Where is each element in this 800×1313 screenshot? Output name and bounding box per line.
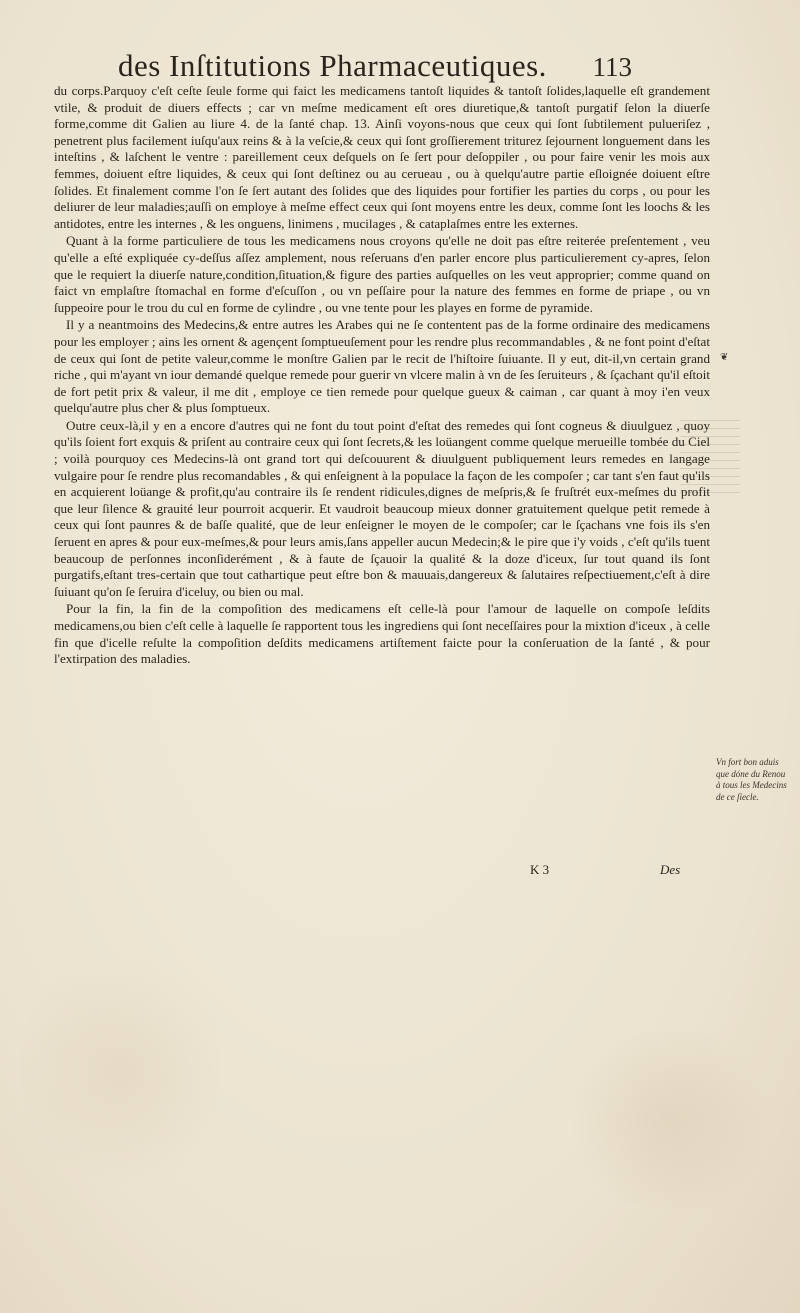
paragraph: du corps.Parquoy c'eſt ceſte ſeule forme qui faict les medicamens tantoſt liquides & tantoſt ſolides,laquelle eſt grandement vtile, & produit de diuers effects ; car vn meſme medicament eſt ores diuretique,& tantoſt purgatif ſelon la diuerſe forme,comme dit Galien au liure 4. de la ſanté chap. 13. Ainſi voyons-nous que ceux qui ſont ſubtilement pulueriſez , penetrent plus facilement iuſqu'aux reins & à la veſcie,& ceux qui ſont groſſierement triturez ſejournent longuement dans les inteſtins , & laſchent le ventre : pareillement ceux deſquels on ſe ſert pour deſoppiler , ou pour faire venir les mois aux femmes, doiuent eſtre liquides, & ceux qui ſont deſtinez ou au cerueau , ou à quelqu'autre partie eſloignée doiuent eſtre ſolides. Et finalement comme l'on ſe ſert autant des ſolides que des liquides pour fortifier les parties du corps , ou pour les deliurer de leur maladies;auſſi on employe à meſme effect ceux qui ſont moyens entre les deux, comme ſont les loochs & les antidotes, entre les internes , & les onguens, linimens , mucilages , & cataplaſmes entre les externes.	[54, 83, 710, 231]
margin-mark-icon: ❦	[720, 352, 729, 363]
paper-stain	[20, 940, 220, 1200]
paragraph: Pour la fin, la fin de la compoſition des medicamens eſt celle-là pour l'amour de laquelle on compoſe leſdits medicamens,ou bien c'eſt celle à laquelle ſe rapportent tous les ingrediens qui ſont neceſſaires pour la mixtion d'iceux , à celle fin que d'icelle reſulte la compoſition deſdits medicamens artiſtement faicte pour la conſeruation de la ſanté , & pour l'extirpation des maladies.	[54, 601, 710, 667]
paragraph: Il y a neantmoins des Medecins,& entre autres les Arabes qui ne ſe contentent pas de la forme ordinaire des medicamens pour les employer ; ains les ornent & agençent ſomptueuſement pour les rendre plus recommandables , & ne font point d'eſtat de ceux qui ſont de petite valeur,comme le monſtre Galien par le recit de l'hiſtoire ſuiuante. Il y eut, dit-il,vn certain grand riche , qui m'ayant vn iour demandé quelque remede pour guerir vn vlcere malin à vn de ſes ſeruiteurs , & ſçachant qu'il eſtoit de fort petit prix & valeur, il me dit , employe ce tien remede pour quelque gueux & caiman , car quant à moy i'en veux quelqu'autre plus cher & plus ſomptueux.	[54, 317, 710, 416]
marginal-note: Vn fort bon aduis que dóne du Renou à tous les Medecins de ce ſiecle.	[716, 757, 787, 802]
body-text	[54, 83, 710, 668]
paper-stain	[560, 1030, 780, 1210]
signature-mark: K 3	[530, 862, 550, 877]
page-number: 113	[592, 52, 632, 82]
paragraph: Outre ceux-là,il y en a encore d'autres qui ne font du tout point d'eſtat des remedes qui ſont cogneus & diuulguez , quoy qu'ils ſoient fort exquis & priſent au contraire ceux qui ſont ſecrets,& les loüangent comme quelque merueille tombée du Ciel ; voilà pourquoy ces Medecins-là ont grand tort qui deſcouurent & diuulguent publiquement leurs remedes en langage vulgaire pour ſe rendre plus recomandables , & qui enſeignent à la populace la façon de les compoſer ; car tant s'en faut qu'ils en acquierent loüange & profit,qu'au contraire ils ſe rendent ridicules,dignes de meſpris,& ſe fruſtrét eux-meſmes du profit que leur ſilence & grauité leur pourroit acquerir. Et vaudroit beaucoup mieux donner gratuitement quelque petit remede à ceux qui ſont paunres & de baſſe qualité, que de leur enſeigner le moyen de le compoſer; car le ſçachans vne fois ils s'en ſeruent en apres & pour eux-meſmes,& pour leurs amis,ſans appeller aucun Medecin;& le pire que i'y voids , c'eſt qu'ils tuent beaucoup de perſonnes inconſiderément , & à faute de ſçauoir la qualité & la doze d'iceux, ſur tout quand ils ſont purgatifs,eſtant tres-certain que tout cathartique peut eſtre bon & mauuais,dangereux & ſalutaires reſpectiuement,c'eſt à dire ſuiuant qu'on ſe ſeruira d'iceluy, ou bien ou mal.	[54, 417, 710, 599]
paragraph: Quant à la forme particuliere de tous les medicamens nous croyons qu'elle ne doit pas eſtre reiterée preſentement , veu qu'elle a eſté expliquée cy-deſſus aſſez amplement, nous reſeruans d'en parler encore plus particulierement cy-apres, ſelon que le requiert la diuerſe nature,condition,ſituation,& figure des parties auſquelles on les veut approprier; comme quand on faict vn emplaſtre ſtomachal en forme d'eſcuſſon , ou vn peſſaire pour la nature des femmes en forme de priape , ou vn ſuppeoire pour le trou du cul en forme de cylindre , ou vne tente pour les playes en forme de pyramide.	[54, 233, 710, 315]
page-footer	[0, 862, 800, 886]
catchword: Des	[660, 862, 681, 877]
running-title: des Inſtitutions Pharmaceutiques.	[118, 48, 547, 83]
